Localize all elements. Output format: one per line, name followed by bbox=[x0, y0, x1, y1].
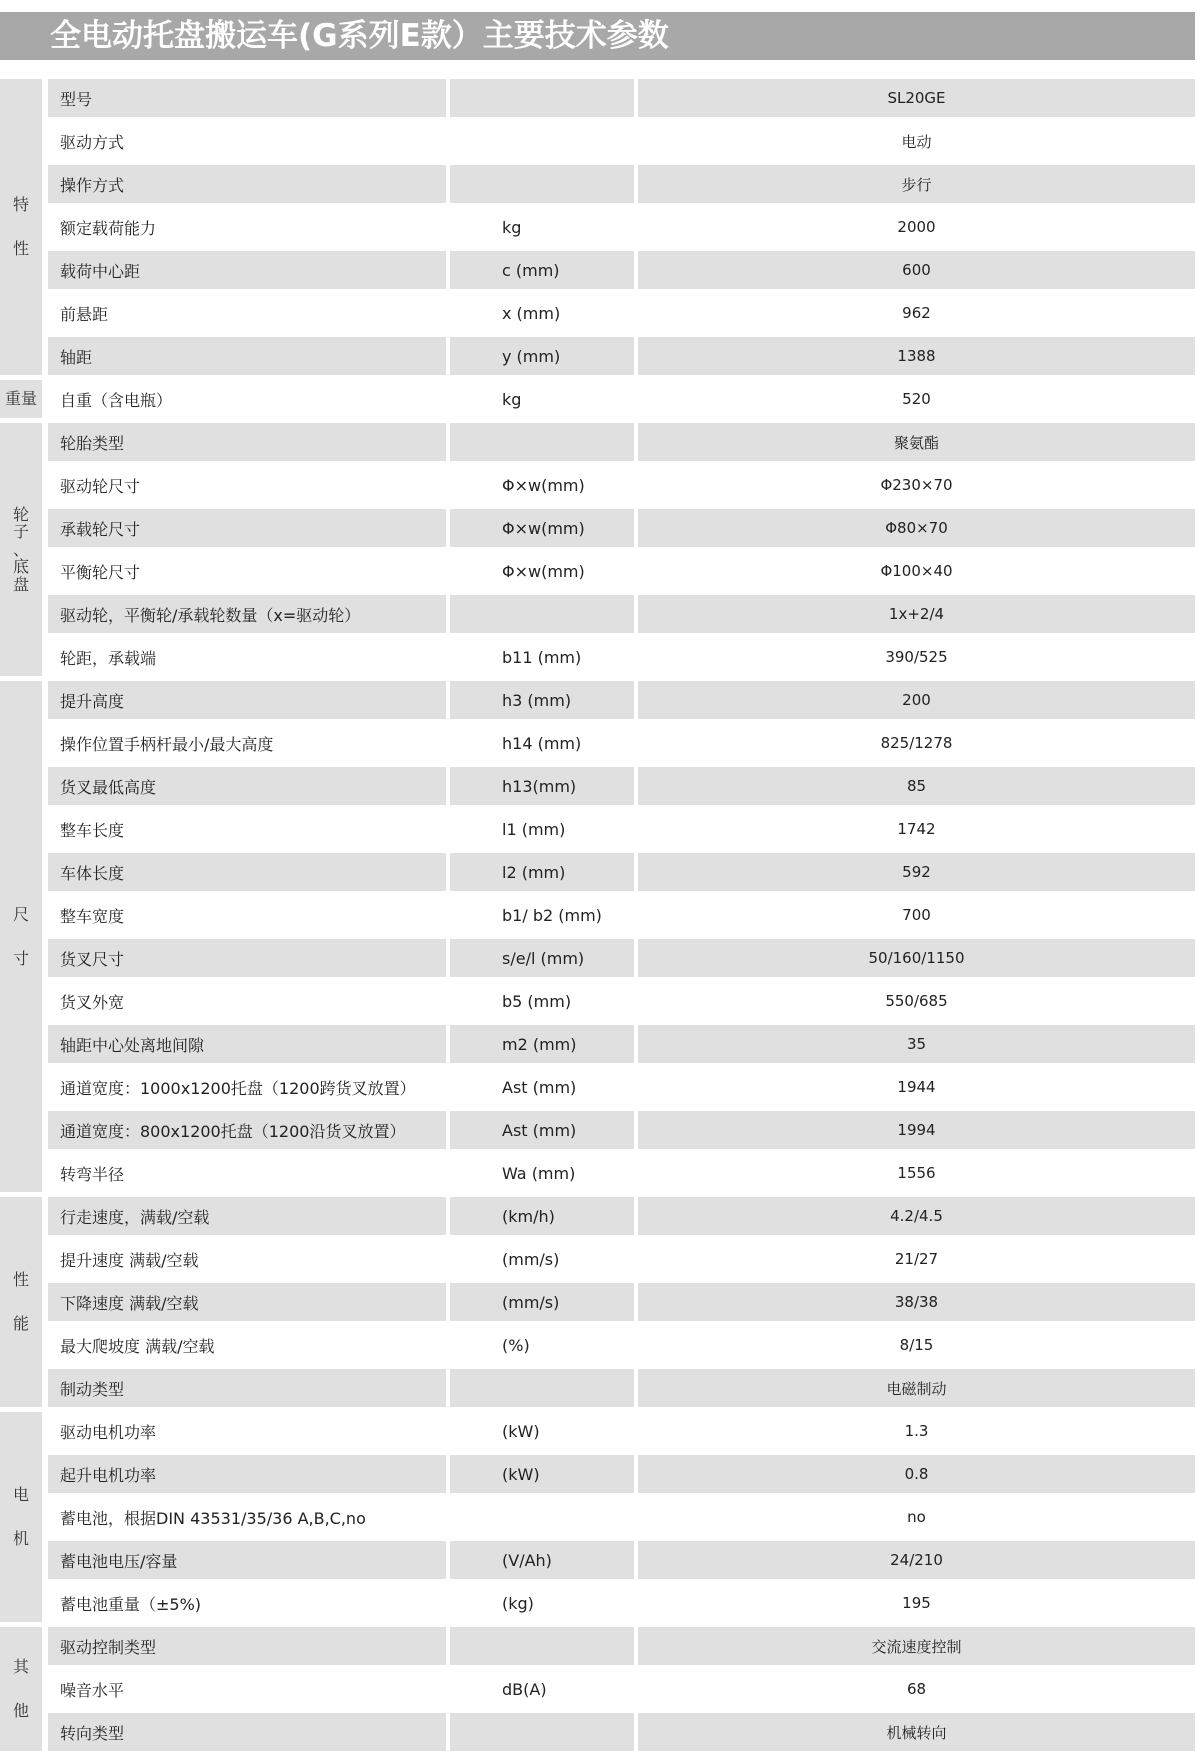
table-row bbox=[48, 1713, 1195, 1756]
param-unit bbox=[450, 423, 634, 461]
param-value: 聚氨酯 bbox=[638, 423, 1195, 461]
param-unit: (kW) bbox=[450, 1455, 634, 1493]
param-unit: m2 (mm) bbox=[450, 1025, 634, 1063]
param-unit bbox=[450, 1369, 634, 1407]
param-name: 货叉尺寸 bbox=[48, 939, 446, 977]
page-title: 全电动托盘搬运车(G系列E款）主要技术参数 bbox=[50, 18, 669, 54]
table-row bbox=[48, 724, 1195, 767]
param-unit: (%) bbox=[502, 1335, 530, 1355]
param-name: 噪音水平 bbox=[60, 1680, 125, 1700]
group-label-char: 尺 bbox=[12, 904, 29, 924]
param-unit bbox=[450, 1627, 634, 1665]
param-name: 转弯半径 bbox=[60, 1164, 125, 1184]
param-name: 轮距，承载端 bbox=[60, 648, 157, 668]
param-name: 自重（含电瓶） bbox=[60, 390, 173, 410]
table-row bbox=[48, 810, 1195, 853]
param-value: 电磁制动 bbox=[638, 1369, 1195, 1407]
spec-group bbox=[0, 1627, 1195, 1756]
param-value: 1994 bbox=[638, 1111, 1195, 1149]
param-value: 交流速度控制 bbox=[638, 1627, 1195, 1665]
param-value: 21/27 bbox=[894, 1250, 939, 1268]
table-row bbox=[48, 552, 1195, 595]
param-value: 24/210 bbox=[638, 1541, 1195, 1579]
param-name: 整车长度 bbox=[60, 820, 125, 840]
param-value: 38/38 bbox=[638, 1283, 1195, 1321]
param-name: 轴距 bbox=[48, 337, 446, 375]
table-row bbox=[48, 1369, 1195, 1412]
table-row bbox=[48, 1240, 1195, 1283]
param-value: 1742 bbox=[897, 820, 936, 838]
param-name: 驱动方式 bbox=[60, 132, 125, 152]
param-value: Φ80×70 bbox=[638, 509, 1195, 547]
group-label-char: 寸 bbox=[12, 948, 29, 968]
param-value: 390/525 bbox=[885, 648, 948, 666]
param-name: 提升高度 bbox=[48, 681, 446, 719]
table-row bbox=[48, 1670, 1195, 1713]
param-name: 蓄电池，根据DIN 43531/35/36 A,B,C,no bbox=[60, 1508, 366, 1528]
table-row bbox=[48, 1412, 1195, 1455]
group-label-char: 性 bbox=[12, 1270, 29, 1290]
param-name: 驱动轮，平衡轮/承载轮数量（x=驱动轮） bbox=[48, 595, 446, 633]
param-value: 1556 bbox=[897, 1164, 936, 1182]
param-value: 600 bbox=[638, 251, 1195, 289]
param-unit: l1 (mm) bbox=[502, 819, 566, 839]
param-name: 蓄电池重量（±5%) bbox=[60, 1594, 202, 1614]
param-value: 592 bbox=[638, 853, 1195, 891]
group-label-char: 子 bbox=[12, 522, 29, 542]
param-value: 1388 bbox=[638, 337, 1195, 375]
param-unit: h14 (mm) bbox=[502, 733, 582, 753]
group-label-char: 性 bbox=[12, 239, 29, 258]
group-label-char: 电 bbox=[12, 1485, 29, 1505]
table-row bbox=[48, 208, 1195, 251]
param-unit: Ast (mm) bbox=[450, 1111, 634, 1149]
param-value: 200 bbox=[638, 681, 1195, 719]
param-unit: (km/h) bbox=[450, 1197, 634, 1235]
param-value: SL20GE bbox=[638, 79, 1195, 117]
param-name: 起升电机功率 bbox=[48, 1455, 446, 1493]
param-name: 货叉最低高度 bbox=[48, 767, 446, 805]
param-name: 最大爬坡度 满载/空载 bbox=[60, 1336, 215, 1356]
param-unit: b11 (mm) bbox=[502, 647, 582, 667]
param-value: 2000 bbox=[897, 218, 936, 236]
title-bar bbox=[0, 12, 1195, 60]
spec-group bbox=[0, 1197, 1195, 1412]
param-value: 1944 bbox=[897, 1078, 936, 1096]
param-value: 520 bbox=[902, 390, 931, 408]
param-name: 蓄电池电压/容量 bbox=[48, 1541, 446, 1579]
table-row bbox=[48, 595, 1195, 638]
group-label-char: 其 bbox=[12, 1657, 29, 1677]
param-unit bbox=[450, 595, 634, 633]
param-value: Φ230×70 bbox=[880, 476, 953, 494]
table-row bbox=[48, 122, 1195, 165]
param-name: 驱动轮尺寸 bbox=[60, 476, 141, 496]
group-label bbox=[0, 1627, 42, 1751]
param-unit bbox=[450, 1498, 634, 1536]
param-name: 平衡轮尺寸 bbox=[60, 562, 141, 582]
table-row bbox=[48, 1111, 1195, 1154]
group-label bbox=[0, 423, 42, 676]
param-name: 制动类型 bbox=[48, 1369, 446, 1407]
group-label-char: 能 bbox=[12, 1314, 29, 1333]
param-value: 962 bbox=[902, 304, 931, 322]
table-row bbox=[48, 853, 1195, 896]
param-unit: Wa (mm) bbox=[502, 1163, 576, 1183]
table-row bbox=[48, 1197, 1195, 1240]
param-unit: y (mm) bbox=[450, 337, 634, 375]
param-value: 825/1278 bbox=[880, 734, 953, 752]
param-unit: x (mm) bbox=[502, 303, 561, 323]
param-value: 85 bbox=[638, 767, 1195, 805]
table-row bbox=[48, 509, 1195, 552]
param-unit: b5 (mm) bbox=[502, 991, 572, 1011]
group-label-char: 轮 bbox=[12, 504, 29, 524]
table-row bbox=[48, 294, 1195, 337]
param-name: 型号 bbox=[48, 79, 446, 117]
param-name: 前悬距 bbox=[60, 304, 109, 324]
table-row bbox=[48, 1283, 1195, 1326]
param-unit bbox=[450, 122, 634, 160]
table-row bbox=[48, 79, 1195, 122]
param-unit: h3 (mm) bbox=[450, 681, 634, 719]
table-row bbox=[48, 1154, 1195, 1197]
param-value: 电动 bbox=[901, 132, 932, 151]
param-name: 操作位置手柄杆最小/最大高度 bbox=[60, 734, 274, 754]
param-value: 4.2/4.5 bbox=[638, 1197, 1195, 1235]
param-unit: s/e/l (mm) bbox=[450, 939, 634, 977]
group-label bbox=[0, 1197, 42, 1407]
param-name: 提升速度 满载/空载 bbox=[60, 1250, 199, 1270]
group-label bbox=[0, 681, 42, 1192]
group-label-char: 机 bbox=[12, 1529, 29, 1548]
param-name: 额定载荷能力 bbox=[60, 218, 157, 238]
param-unit: (kg) bbox=[502, 1593, 534, 1613]
param-unit: (V/Ah) bbox=[450, 1541, 634, 1579]
param-name: 车体长度 bbox=[48, 853, 446, 891]
param-name: 整车宽度 bbox=[60, 906, 125, 926]
param-unit: Φ×w(mm) bbox=[502, 561, 585, 581]
table-row bbox=[48, 1541, 1195, 1584]
table-row bbox=[48, 165, 1195, 208]
param-name: 货叉外宽 bbox=[60, 992, 125, 1012]
table-row bbox=[48, 939, 1195, 982]
group-label bbox=[0, 1412, 42, 1622]
param-unit: (mm/s) bbox=[450, 1283, 634, 1321]
param-unit bbox=[450, 165, 634, 203]
param-unit: kg bbox=[502, 389, 522, 409]
param-value: 0.8 bbox=[638, 1455, 1195, 1493]
param-name: 操作方式 bbox=[48, 165, 446, 203]
param-value: no bbox=[907, 1508, 926, 1526]
param-unit: dB(A) bbox=[502, 1679, 547, 1699]
group-label bbox=[0, 380, 42, 418]
param-name: 承载轮尺寸 bbox=[48, 509, 446, 547]
spec-group bbox=[0, 79, 1195, 380]
spec-group bbox=[0, 1412, 1195, 1627]
param-name: 下降速度 满载/空载 bbox=[48, 1283, 446, 1321]
table-row bbox=[48, 896, 1195, 939]
table-row bbox=[48, 1068, 1195, 1111]
param-name: 轴距中心处离地间隙 bbox=[48, 1025, 446, 1063]
table-row bbox=[48, 380, 1195, 423]
param-value: 68 bbox=[906, 1680, 927, 1698]
param-value: 1.3 bbox=[904, 1422, 929, 1440]
group-label-char: 特 bbox=[12, 195, 29, 215]
param-name: 轮胎类型 bbox=[48, 423, 446, 461]
param-value: 8/15 bbox=[899, 1336, 934, 1354]
group-label-char: 重量 bbox=[4, 389, 37, 409]
param-name: 驱动控制类型 bbox=[48, 1627, 446, 1665]
param-value: 1x+2/4 bbox=[638, 595, 1195, 633]
param-unit: b1/ b2 (mm) bbox=[502, 905, 602, 925]
table-row bbox=[48, 1025, 1195, 1068]
param-unit: Ast (mm) bbox=[502, 1077, 577, 1097]
table-row bbox=[48, 681, 1195, 724]
param-value: 550/685 bbox=[885, 992, 948, 1010]
param-value: 50/160/1150 bbox=[638, 939, 1195, 977]
group-label-char: 、 bbox=[12, 539, 29, 559]
param-name: 驱动电机功率 bbox=[60, 1422, 157, 1442]
table-row bbox=[48, 251, 1195, 294]
param-unit: kg bbox=[502, 217, 522, 237]
table-row bbox=[48, 1455, 1195, 1498]
table-row bbox=[48, 337, 1195, 380]
param-name: 通道宽度：1000x1200托盘（1200跨货叉放置） bbox=[60, 1078, 416, 1098]
table-row bbox=[48, 1326, 1195, 1369]
param-unit: Φ×w(mm) bbox=[502, 475, 585, 495]
table-row bbox=[48, 466, 1195, 509]
param-name: 转向类型 bbox=[48, 1713, 446, 1751]
param-unit: l2 (mm) bbox=[450, 853, 634, 891]
param-value: 700 bbox=[902, 906, 931, 924]
table-row bbox=[48, 1498, 1195, 1541]
param-value: 机械转向 bbox=[638, 1713, 1195, 1751]
param-unit: (mm/s) bbox=[502, 1249, 560, 1269]
param-value: 35 bbox=[638, 1025, 1195, 1063]
spec-group bbox=[0, 681, 1195, 1197]
param-unit: (kW) bbox=[502, 1421, 540, 1441]
table-row bbox=[48, 1584, 1195, 1627]
table-row bbox=[48, 1627, 1195, 1670]
table-row bbox=[48, 423, 1195, 466]
param-value: 195 bbox=[902, 1594, 931, 1612]
param-unit: Φ×w(mm) bbox=[450, 509, 634, 547]
table-row bbox=[48, 638, 1195, 681]
group-label bbox=[0, 79, 42, 375]
param-unit bbox=[450, 1713, 634, 1751]
param-unit: c (mm) bbox=[450, 251, 634, 289]
param-name: 行走速度，满载/空载 bbox=[48, 1197, 446, 1235]
param-name: 载荷中心距 bbox=[48, 251, 446, 289]
param-name: 通道宽度：800x1200托盘（1200沿货叉放置） bbox=[48, 1111, 446, 1149]
group-label-char: 他 bbox=[12, 1701, 29, 1720]
param-unit: h13(mm) bbox=[450, 767, 634, 805]
spec-group bbox=[0, 423, 1195, 681]
param-unit bbox=[450, 79, 634, 117]
group-label-char: 盘 bbox=[12, 574, 29, 594]
group-label-char: 底 bbox=[12, 557, 29, 577]
param-value: Φ100×40 bbox=[880, 562, 953, 580]
table-row bbox=[48, 767, 1195, 810]
spec-group bbox=[0, 380, 1195, 423]
param-value: 步行 bbox=[638, 165, 1195, 203]
table-row bbox=[48, 982, 1195, 1025]
